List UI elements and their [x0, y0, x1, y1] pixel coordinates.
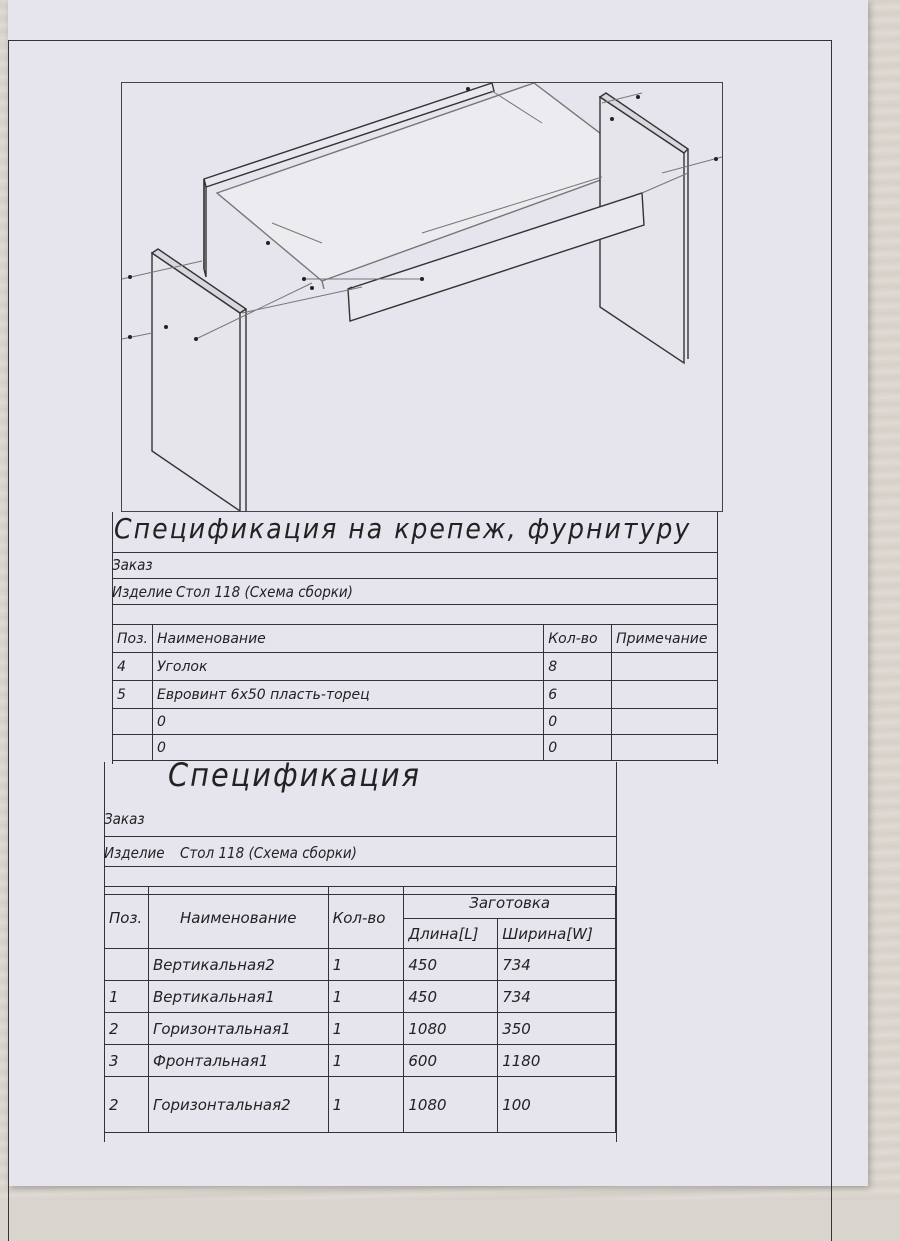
- spec2-table: [104, 886, 616, 1133]
- cell-note: [612, 709, 718, 735]
- cell-length: 600: [404, 1045, 498, 1077]
- spec2-product-line: [104, 866, 616, 867]
- spec1-header-note: Примечание: [612, 625, 718, 653]
- cell-width: 734: [498, 981, 616, 1013]
- cell-qty: 1: [328, 1045, 404, 1077]
- spec1-header-qty: Кол-во: [544, 625, 612, 653]
- table-row: [105, 949, 616, 981]
- cell-name: 0: [153, 735, 544, 761]
- spec1-product-label: Изделие: [112, 583, 173, 601]
- spec1-product-line: [112, 604, 717, 605]
- table-row: [105, 1045, 616, 1077]
- spec2-header-length: Длина[L]: [404, 919, 498, 949]
- cell-name: Евровинт 6х50 пласть-торец: [153, 681, 544, 709]
- cell-pos: 4: [113, 653, 153, 681]
- cell-qty: 1: [328, 981, 404, 1013]
- spec1-header-pos: Поз.: [113, 625, 153, 653]
- cell-qty: 1: [328, 1077, 404, 1133]
- spec1-order-label: Заказ: [112, 556, 153, 574]
- table-row: [105, 1013, 616, 1045]
- cell-width: 100: [498, 1077, 616, 1133]
- spec1-order-line: [112, 578, 717, 579]
- spec1-header-name: Наименование: [153, 625, 544, 653]
- spec2-header-qty: Кол-во: [328, 887, 404, 949]
- spec1-product-value: Стол 118 (Схема сборки): [176, 583, 353, 601]
- cell-note: [612, 681, 718, 709]
- spec2-order-line: [104, 836, 616, 837]
- cell-qty: 0: [544, 735, 612, 761]
- spec1-title: Спецификация на крепеж, фурнитуру: [114, 512, 692, 545]
- cell-length: 1080: [404, 1077, 498, 1133]
- table-exploded-view: [122, 83, 722, 511]
- cell-pos: [113, 709, 153, 735]
- cell-name: Фронтальная1: [148, 1045, 328, 1077]
- table-row: [105, 981, 616, 1013]
- spec2-header-pos: Поз.: [105, 887, 149, 949]
- table-row: [113, 653, 718, 681]
- assembly-drawing: [121, 82, 723, 512]
- cell-qty: 8: [544, 653, 612, 681]
- spec2-header-width: Ширина[W]: [498, 919, 616, 949]
- spec2-product-label: Изделие: [104, 844, 165, 862]
- cell-pos: [113, 735, 153, 761]
- cell-note: [612, 735, 718, 761]
- left-side-panel: [152, 253, 240, 511]
- spec2-header-name: Наименование: [148, 887, 328, 949]
- cell-width: 1180: [498, 1045, 616, 1077]
- spec2-right-border: [616, 762, 617, 1142]
- cell-qty: 0: [544, 709, 612, 735]
- cell-name: Вертикальная2: [148, 949, 328, 981]
- spec2-title: Спецификация: [168, 756, 421, 794]
- cell-width: 734: [498, 949, 616, 981]
- cell-pos: [105, 949, 149, 981]
- paper-sheet: [8, 0, 868, 1186]
- cell-length: 450: [404, 949, 498, 981]
- cell-pos: 2: [105, 1077, 149, 1133]
- cell-length: 450: [404, 981, 498, 1013]
- table-row: [113, 681, 718, 709]
- cell-width: 350: [498, 1013, 616, 1045]
- cell-qty: 6: [544, 681, 612, 709]
- spec2-product-value: Стол 118 (Схема сборки): [180, 844, 357, 862]
- spec2-header-row-1: [105, 887, 616, 919]
- table-row: [105, 1077, 616, 1133]
- cell-pos: 3: [105, 1045, 149, 1077]
- cell-pos: 1: [105, 981, 149, 1013]
- cell-pos: 2: [105, 1013, 149, 1045]
- spec2-header-blank: Заготовка: [404, 887, 616, 919]
- cell-qty: 1: [328, 1013, 404, 1045]
- spec1-header-row: [113, 625, 718, 653]
- cell-note: [612, 653, 718, 681]
- table-row: [113, 709, 718, 735]
- spec2-order-label: Заказ: [104, 810, 145, 828]
- spec1-title-underline: [112, 552, 717, 553]
- cell-pos: 5: [113, 681, 153, 709]
- cell-name: Уголок: [153, 653, 544, 681]
- cell-name: 0: [153, 709, 544, 735]
- cell-name: Вертикальная1: [148, 981, 328, 1013]
- spec1-table: [112, 624, 718, 761]
- cell-name: Горизонтальная2: [148, 1077, 328, 1133]
- cell-qty: 1: [328, 949, 404, 981]
- cell-length: 1080: [404, 1013, 498, 1045]
- cell-name: Горизонтальная1: [148, 1013, 328, 1045]
